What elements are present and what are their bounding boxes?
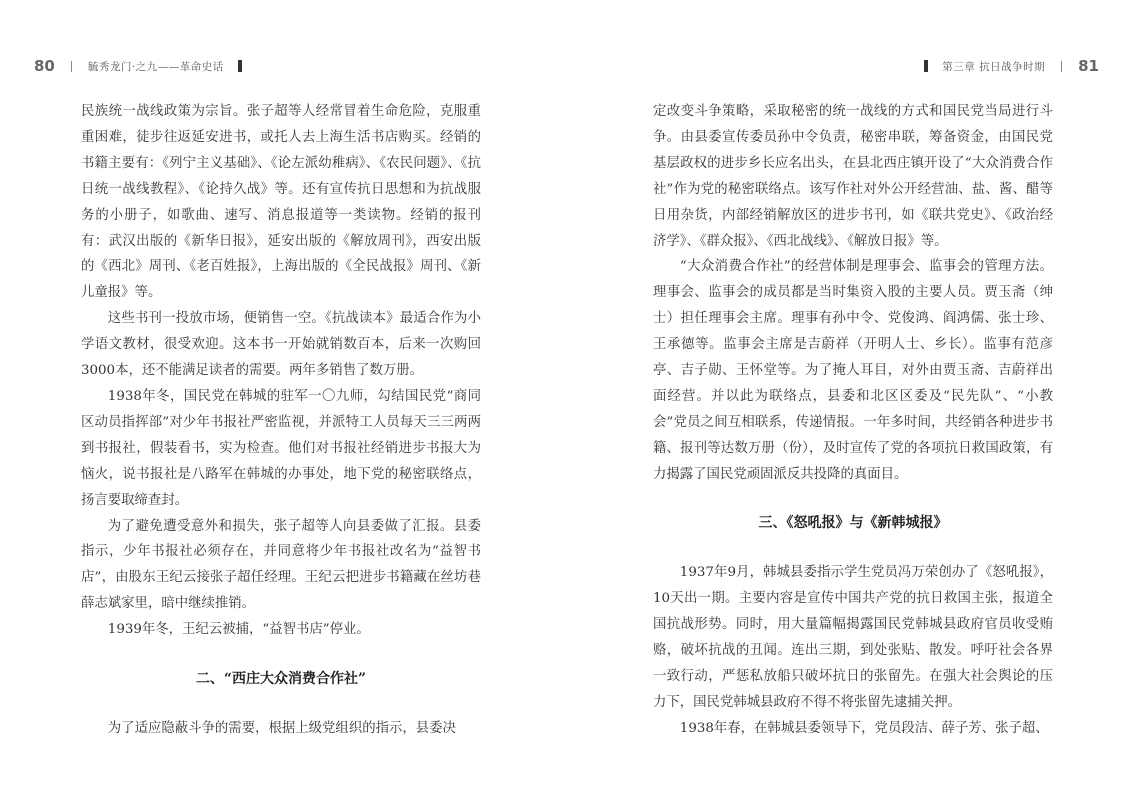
paragraph: 定改变斗争策略，采取秘密的统一战线的方式和国民党当局进行斗争。由县委宣传委员孙中令负责，秘密串联，筹备资金，由国民党基层政权的进步乡长应名出头，在县北西庄镇开设了“大众消费合作社”作为党的秘密联络点。该写作社对外公开经营油、盐、酱、醋等日用杂货，内部经销解放区的进步书刊，如《联共党史》、《政治经济学》、《群众报》、《西北战线》、《解放日报》等。 bbox=[653, 104, 1053, 249]
section-heading: 二、“西庄大众消费合作社” bbox=[195, 670, 367, 687]
paragraph: 1938年春，在韩城县委领导下，党员段洁、薛子芳、张子超、 bbox=[679, 720, 1049, 736]
running-title-right: 第三章 抗日战争时期 bbox=[942, 60, 1046, 73]
paragraph: 这些书刊一投放市场，便销售一空。《抗战读本》最适合作为小学语文教材，很受欢迎。这本书一开始就销数百本，后来一次购回3000本，还不能满足读者的需要。两年多销售了数万册。 bbox=[81, 311, 481, 379]
page-number-left: 80 bbox=[34, 57, 55, 75]
header-block-marker bbox=[238, 60, 242, 72]
running-title-left: 毓秀龙门·之九——革命史话 bbox=[87, 60, 224, 73]
header-separator bbox=[1061, 61, 1062, 72]
right-page bbox=[566, 0, 1133, 799]
right-body-text bbox=[653, 99, 1053, 742]
header-separator bbox=[71, 61, 72, 72]
paragraph: 民族统一战线政策为宗旨。张子超等人经常冒着生命危险，克服重重困难，徒步往返延安进书，或托人去上海生活书店购买。经销的书籍主要有：《列宁主义基础》、《论左派幼稚病》、《农民问题》、《抗日统一战线教程》、《论持久战》等。还有宣传抗日思想和为抗战服务的小册子，如歌曲、速写、消息报道等一类读物。经销的报刊有：武汉出版的《新华日报》，延安出版的《解放周刊》，西安出版的《西北》周刊、《老百姓报》，上海出版的《全民战报》周刊、《新儿童报》等。 bbox=[81, 104, 481, 301]
paragraph: 1937年9月，韩城县委指示学生党员冯万荣创办了《怒吼报》，10天出一期。主要内容是宣传中国共产党的抗日救国主张，报道全国抗战形势。同时，用大量篇幅揭露国民党韩城县政府官员收受贿赂，破坏抗战的丑闻。连出三期，到处张贴、散发。呼吁社会各界一致行动，严惩私放船只破坏抗日的张留先。在强大社会舆论的压力下，国民党韩城县政府不得不将张留先逮捕关押。 bbox=[653, 565, 1053, 711]
section-heading: 三、《怒吼报》与《新韩城报》 bbox=[758, 515, 948, 532]
left-page-header bbox=[34, 56, 242, 76]
paragraph: 1939年冬，王纪云被捕，“益智书店”停业。 bbox=[107, 622, 370, 638]
paragraph: “大众消费合作社”的经营体制是理事会、监事会的管理方法。理事会、监事会的成员都是当时集资入股的主要人员。贾玉斋（绅士）担任理事会主席。理事有孙中令、党俊鸿、阎鸿儒、张士珍、王承德等。监事会主席是吉蔚祥（开明人士、乡长）。监事有范彦亭、吉子勋、王怀堂等。为了掩人耳目，对外由贾玉斋、吉蔚祥出面经营。并以此为联络点，县委和北区区委及“民先队”、“小教会”党员之间互相联系，传递情报。一年多时间，共经销各种进步书籍、报刊等达数万册（份），及时宣传了党的各项抗日救国政策，有力揭露了国民党顽固派反共投降的真面目。 bbox=[653, 259, 1053, 482]
paragraph: 为了适应隐蔽斗争的需要，根据上级党组织的指示，县委决 bbox=[107, 720, 456, 736]
paragraph: 为了避免遭受意外和损失，张子超等人向县委做了汇报。县委指示，少年书报社必须存在，并同意将少年书报社改名为“益智书店”，由股东王纪云接张子超任经理。王纪云把进步书籍藏在丝坊巷薛志斌家里，暗中继续推销。 bbox=[81, 518, 481, 612]
page-number-right: 81 bbox=[1078, 57, 1099, 75]
left-body-text bbox=[81, 99, 481, 742]
paragraph: 1938年冬，国民党在韩城的驻军一〇九师，勾结国民党“商同区动员指挥部”对少年书报社严密监视，并派特工人员每天三三两两到书报社，假装看书，实为检查。他们对书报社经销进步书报大为恼火，说书报社是八路军在韩城的办事处，地下党的秘密联络点，扬言要取缔查封。 bbox=[81, 388, 481, 508]
header-block-marker bbox=[924, 60, 928, 72]
left-page bbox=[0, 0, 566, 799]
right-page-header bbox=[924, 56, 1099, 76]
